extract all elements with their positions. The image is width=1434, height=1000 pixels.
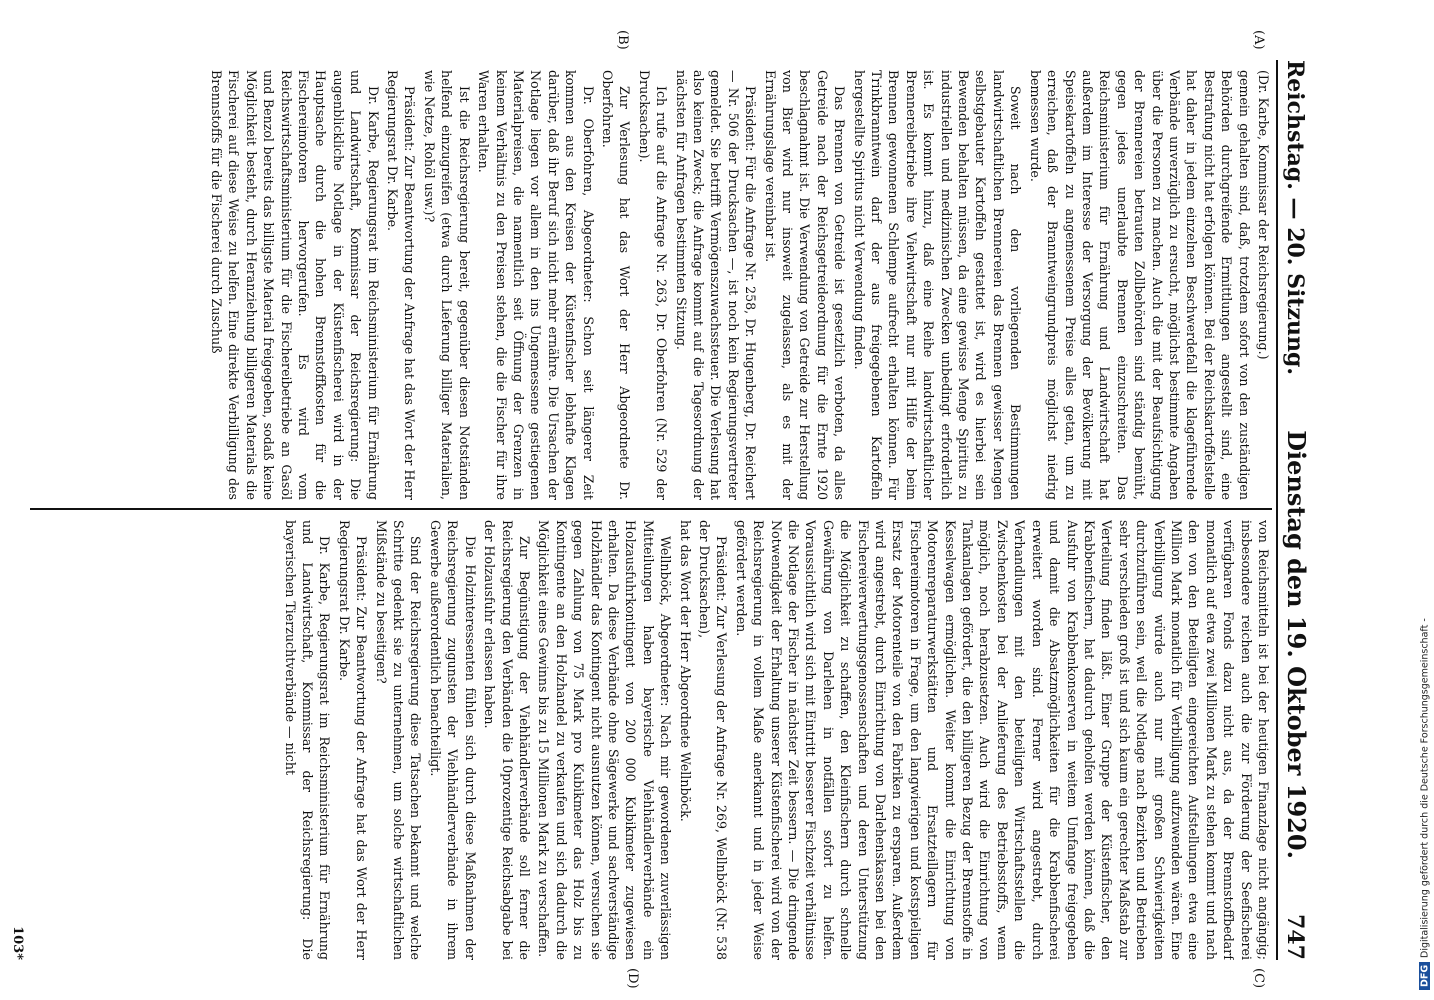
paragraph: hat das Wort der Herr Abgeordnete Wellnböck. xyxy=(677,520,693,822)
paragraph: Präsident: Für die Anfrage Nr. 258, Dr. Hugenberg, Dr. Reichert — Nr. 506 der Drucksachen —, ist noch kein Regierungsvertreter gemeldet. Sie betrifft Vermögenszuwachssteuer. Die Verlesung hat also keinen Zweck; die Anfrage kommt auf die Tagesordnung der nächsten für Anfragen bestimmten Sitzung. xyxy=(673,70,759,500)
margin-marker-b: (B) xyxy=(615,30,630,50)
paragraph: Ist die Reichsregierung bereit, gegenüber diesen Notständen helfend einzugreifen (etwa durch Lieferung billiger Materialien, wie Netze, Rohöl usw.)? xyxy=(421,70,472,500)
left-column xyxy=(30,70,1272,500)
margin-marker-a: (A) xyxy=(1251,30,1266,50)
header-date: Dienstag den 19. Oktober 1920. xyxy=(1282,430,1311,859)
digitization-credit xyxy=(1418,10,1432,990)
margin-marker-c: (C) xyxy=(1251,968,1266,989)
margin-marker-d: (D) xyxy=(625,968,640,989)
right-column xyxy=(30,520,1272,960)
paragraph: Zur Begünstigung der Viehhändlerverbände soll ferner die Reichsregierung den Verbänden die 10prozentige Reichsabgabe bei der Holzausfuhr erlassen haben. xyxy=(482,520,532,960)
paragraph: Sind der Reichsregierung diese Tatsachen bekannt und welche Schritte gedenkt sie zu unternehmen, um solche wirtschaftlichen Mißstände zu beseitigen? xyxy=(373,520,424,960)
paragraph: von Reichsmitteln ist bei der heutigen Finanzlage nicht angängig; insbesondere reichen auch die zur Förderung der Seefischerei verfügbaren Fonds dazu nicht aus, da der Brennstoffbedarf monatlich auf etwa zwei Millionen Mark zu stehen kommt und nach den von den Beteiligten eingereichten Aufstellungen etwa eine Million Mark monatlich für Verbilligung aufzuwenden wären. Eine Verbilligung würde auch nur mit großen Schwierigkeiten durchzuführen sein, weil die Notlage nach Bezirken und Betrieben sehr verschieden groß ist und sich kaum ein gerechter Maßstab zur Verteilung finden läßt. Einer Gruppe der Küstenfischer, den Krabbenfischern, hat dadurch geholfen werden können, daß die Ausfuhr von Krabbenkonserven in weitem Umfange freigegeben und damit die Absatzmöglichkeiten für die Krabbenfischerei erweitert worden sind. Ferner wird angestrebt, durch Verhandlungen mit den beteiligten Wirtschaftsstellen die Zwischenkosten bei der Anlieferung des Betriebsstoffs, wenn möglich, noch herabzusetzen. Auch wird die Einrichtung von Tankanlagen gefördert, die den billigeren Bezug der Brennstoffe in Kesselwagen ermöglichen. Weiter kommt die Einrichtung von Motorenreparaturwerkstätten und Ersatzteillagern für Fischereimotoren in Frage, um den langwierigen und kostspieligen Ersatz der Motorenteile von den Fabriken zu ersparen. Außerdem wird angestrebt, durch Einrichtung von Darlehenskassen bei den Fischereiverwertungsgenossenschaften und deren Unterstützung die Möglichkeit zu schaffen, den Kleinfischern durch schnelle Gewährung von Darlehen in notfällen sofort zu helfen. Voraussichtlich wird sich mit Eintritt besserer Fischzeit verhältnisse die Notlage der Fischer in nächster Zeit bessern. — Die dringende Notwendigkeit der Erhaltung unserer Küstenfischerei wird von der Reichsregierung in vollem Maße anerkannt und in jeder Weise gefördert werden. xyxy=(733,520,1271,960)
speaker-note: (Dr. Karbe, Kommissar der Reichsregierung.) xyxy=(1256,70,1271,360)
signature-mark: 103* xyxy=(10,926,25,960)
paragraph: Soweit nach den vorliegenden Bestimmungen landwirtschaftlichen Brennereien das Brennen gewisser Mengen selbstgebauter Kartoffeln gestattet ist, wird es hierbei sein Bewenden behalten müssen, da eine gewisse Menge Spiritus zu industriellen und medizinischen Zwecken unbedingt erforderlich ist. Es kommt hinzu, daß eine Reihe landwirtschaftlicher Brennereibetriebe ihre Viehwirtschaft nur mit Hilfe der beim Brennen gewonnenen Schlempe aufrecht erhalten können. Für Trinkbranntwein darf der aus freigegebenen Kartoffeln hergestellte Spiritus nicht Verwendung finden. xyxy=(851,70,1024,500)
paragraph: Präsident: Zur Beantwortung der Anfrage hat das Wort der Herr Regierungsrat Dr. Karbe. xyxy=(385,70,418,500)
dfg-logo: DFG xyxy=(1420,962,1431,990)
paragraph: Ich rufe auf die Anfrage Nr. 263, Dr. Oberfohren (Nr. 529 der Drucksachen). xyxy=(636,70,670,500)
paragraph: Zur Verlesung hat das Wort der Herr Abgeordnete Dr. Oberfohren. xyxy=(599,70,633,500)
page-number: 747 xyxy=(1282,914,1308,960)
paragraph: gemein gehalten sind, daß, trotzdem sofort von den zuständigen Behörden durchgreifende Ermittlungen angestellt sind, eine Bestrafung nicht hat erfolgen können. Bei der Reichskartoffelstelle hat daher in jedem einzelnen Beschwerdefall die klageführende Verbände unverzüglich zu ersucht, möglichst bestimmte Angaben über die Personen zu machen. Auch die mit der Beaufsichtigung der Brennereien betrauten Zollbehörden sind ständig bemüht, gegen jedes unerlaubte Brennen einzuschreiten. Das Reichsministerium für Ernährung und Landwirtschaft hat außerdem im Interesse der Versorgung der Bevölkerung mit Speisekartoffeln zu angemessenem Preise alles getan, um zu erreichen, daß der Branntweingrundpreis möglichst niedrig bemessen wurde. xyxy=(1027,70,1252,500)
paragraph: Präsident: Zur Verlesung der Anfrage Nr. 269, Wellnböck (Nr. 538 der Drucksachen), xyxy=(697,520,730,960)
paragraph: Die Holzinteressenten fühlen sich durch diese Maßnahmen der Reichsregierung zugunsten der Viehhändlerverbände in ihrem Gewerbe außerordentlich benachteiligt. xyxy=(427,520,478,960)
paragraph: Dr. Karbe, Regierungsrat im Reichsministerium für Ernährung und Landwirtschaft, Kommissar der Reichsregierung: Die augenblickliche Notlage in der Küstenfischerei wird in der Hauptsache durch die hohen Brennstoffkosten für die Fischereimotoren hervorgerufen. Es wird vom Reichswirtschaftsministerium für die Fischereibetriebe an Gasöl und Benzol bereits das billigste Material freigegeben, sodaß keine Möglichkeit besteht, durch Heranziehung billigeren Materials die Fischerei auf diese Weise zu helfen. Eine direkte Verbilligung des Brennstoffs für die Fischerei durch Zuschuß xyxy=(209,70,381,500)
paragraph: Wellnböck, Abgeordneter: Nach mir gewordenen zuverlässigen Mitteilungen haben bayerische Viehhändlerverbände ein Holzausfuhrkontingent von 200 000 Kubikmeter zugewiesen erhalten. Da diese Verbände ohne Sägewerke und sachverständige Holzhändler das Kontingent nicht ausnutzen können, versuchen sie gegen Zahlung von 75 Mark pro Kubikmeter das Holz bis zu Kontingente an den Holzhandel zu verkaufen und sich dadurch die Möglichkeit eines Gewinns bis zu 15 Millionen Mark zu verschaffen. xyxy=(536,520,674,960)
paragraph: Dr. Karbe, Regierungsrat im Reichsministerium für Ernährung und Landwirtschaft, Kommissar der Reichsregierung: Die bayerischen Tierzuchtverbände — nicht xyxy=(282,520,333,960)
page-header xyxy=(1276,60,1322,960)
paragraph: Präsident: Zur Beantwortung der Anfrage hat das Wort der Herr Regierungsrat Dr. Karbe. xyxy=(336,520,370,960)
credit-text: Digitalisierung gefördert durch die Deutsche Forschungsgemeinschaft - xyxy=(1419,618,1431,958)
column-divider xyxy=(30,508,1272,510)
paragraph: Dr. Oberfohren, Abgeordneter: Schon seit längerer Zeit kommen aus den Kreisen der Küstenfischer lebhafte Klagen darüber, daß ihr Beruf sich nicht mehr ernähre. Die Ursachen der Notlage liegen vor allem in den ins Ungemessene gestiegenen Materialpreisen, die namentlich seit Öffnung der Grenzen in keinem Verhältnis zu den Preisen stehen, die die Fischer für ihre Waren erhalten. xyxy=(476,70,596,500)
paragraph: Das Brennen von Getreide ist gesetzlich verboten, da alles Getreide nach der Reichsgetreideordnung für die Ernte 1920 beschlagnahmt ist. Die Verwendung von Getreide zur Herstellung von Bier wird nur insoweit zugelassen, als es mit der Ernährungslage vereinbar ist. xyxy=(762,70,848,500)
header-left: Reichstag. — 20. Sitzung. xyxy=(1282,60,1308,376)
